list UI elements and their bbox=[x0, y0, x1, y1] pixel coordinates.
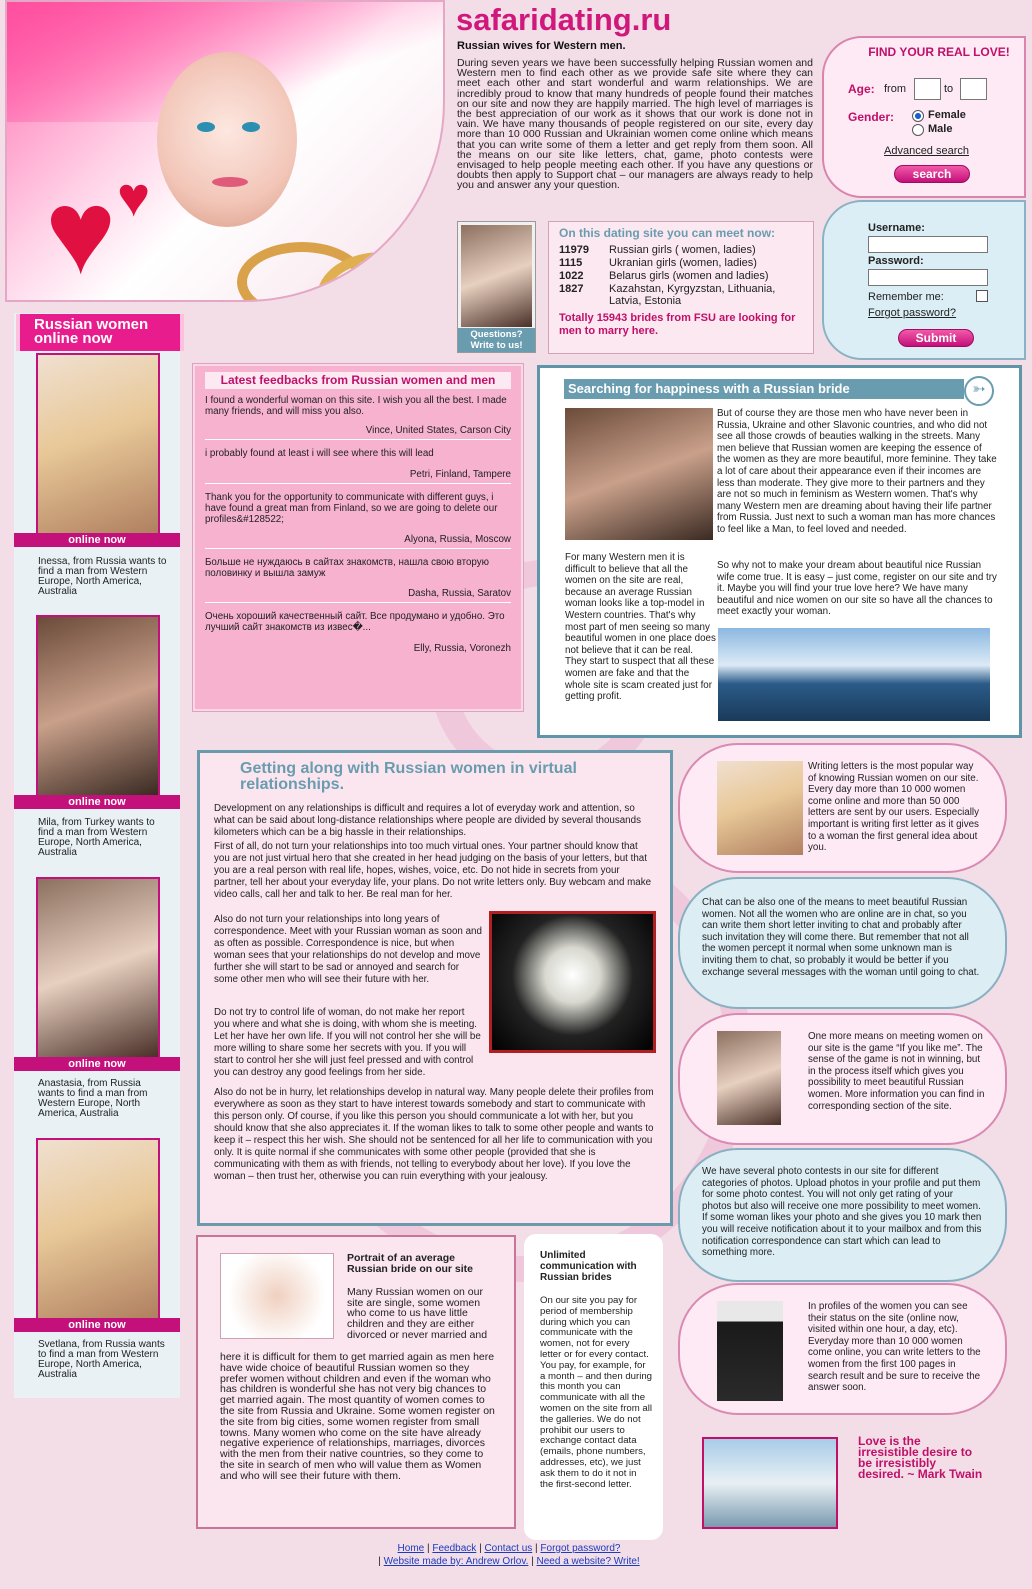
heart-icon: ♥ bbox=[45, 165, 117, 299]
submit-button[interactable]: Submit bbox=[898, 329, 974, 347]
male-radio[interactable] bbox=[912, 124, 924, 136]
feedback-text: I found a wonderful woman on this site. I wish you all the best. I made many friends, and will miss you also. bbox=[205, 395, 507, 417]
couple-photo bbox=[565, 408, 713, 540]
footer-made-by-link[interactable]: Website made by: Andrew Orlov. bbox=[383, 1556, 529, 1567]
woman-caption: Svetlana, from Russia wants to find a man from Western Europe, North America, Australia bbox=[38, 1339, 165, 1380]
getting-paragraph: Development on any relationships is difficult and requires a lot of everyday work and attention, so what can be said about long-distance relationships where people are divided by several thousands kilometers which can be a big hassle in their relationships. bbox=[214, 803, 641, 838]
getting-paragraph: Also do not be in hurry, let relationships develop in natural way. Many people delete their profiles from everywhere as soon as they start to have interest towards somebody and start to communicate with this person only. Of course, if you like this person you should communicate a lot with her, but you should know that she also appreciates it. If the woman likes to talk to some other people and wants to keep it – respect this her wish. She should not be sentenced for all her life to communication with you only. It is quite normal if she communicates with some other people (provided that she is communicating with them as with friends, not telling to everybody about her love). If you love the woman – then trust her, otherwise you can ruin everything with your jealousy. bbox=[214, 1087, 654, 1182]
age-from-input[interactable] bbox=[914, 78, 941, 100]
getting-paragraph: First of all, do not turn your relationships into too much virtual ones. Your partner should know that you are not just virtual hero that she created in her head judging on the basis of your letters, but that you are a real person with real life, hopes, wishes, voice, etc. Do not hide in secrets from your partner, tell her about your everyday life, your plans. Do not write letters only. Buy webcam and make video calls, call her and talk to her. Be real man for her. bbox=[214, 841, 652, 900]
eye bbox=[197, 122, 215, 132]
stats-count: 1022 bbox=[559, 270, 584, 282]
quote-text: Love is the irresistible desire to be irresistibly desired. ~ Mark Twain bbox=[858, 1434, 983, 1481]
searching-happiness-panel bbox=[537, 365, 1022, 738]
portrait-text-bottom: here it is difficult for them to get married again as men here have wide choice of beautiful Russian women so they prefer women without children and even if the woman who has children is wonderful she has not very big chances to get married again. The most quantity of women comes to the site from Russia and Ukraine. Some women register on the site from big cities, some women register from small towns. Many women who come on the site have already negative experience of relationships, marriages, divorces with the men from their native countries, so they come to the site in search of men who will value them as Women and who will see their future with them. bbox=[220, 1351, 495, 1482]
stats-total: Totally 15943 brides from FSU are looking for men to marry here. bbox=[559, 312, 796, 337]
woman-caption: Inessa, from Russia wants to find a man from Western Europe, North America, Australia bbox=[38, 556, 167, 597]
letters-card bbox=[678, 743, 1007, 873]
feedback-signature: Vince, United States, Carson City bbox=[365, 425, 511, 436]
chat-text: Chat can be also one of the means to meet beautiful Russian women. Not all the women who are online are in chat, so you can write them short letter inviting to chat and probably after such invitation they will come there. But remember that not all the women percept it normal when some unknown man is inviting them to chat, so probably it would be better if you exchange several messages with the woman until going to chat. bbox=[702, 897, 980, 978]
female-label: Female bbox=[928, 109, 966, 121]
footer-need-website-link[interactable]: Need a website? Write! bbox=[536, 1556, 640, 1567]
feedback-text: i probably found at least i will see where this will lead bbox=[205, 448, 434, 459]
age-label: Age: bbox=[848, 82, 875, 96]
stats-row bbox=[559, 257, 813, 270]
search-title: FIND YOUR REAL LOVE! bbox=[868, 45, 1010, 59]
woman-face bbox=[157, 52, 297, 227]
white-rose-photo bbox=[489, 911, 656, 1053]
age-to-label: to bbox=[944, 83, 954, 95]
bride-veil-photo bbox=[717, 1031, 781, 1125]
section-header-bar bbox=[564, 379, 964, 399]
hero-banner-image bbox=[5, 0, 445, 302]
searching-title: Searching for happiness with a Russian bride bbox=[568, 381, 850, 396]
getting-paragraph: Do not try to control life of woman, do not make her report you where and what she is doing, with whom she is meeting. Let her have her own life. If you will not control her she will be more willing to share some her secrets with you. If you will start to control her she will just feel pressed and with control you can destroy any good feelings from her side. bbox=[214, 1007, 481, 1078]
searching-text-right2: So why not to make your dream about beautiful nice Russian wife come true. It is easy – just come, register on our site and try it. Maybe you will find your true love here? We have many beautiful and nice women on our site so have all the chances to meet exactly your woman. bbox=[717, 560, 997, 618]
woman-photo[interactable] bbox=[36, 877, 160, 1059]
searching-text-right: But of course they are those men who have never been in Russia, Ukraine and other Slavonic countries, and who did not see all those crowds of beauties walking in the streets. Many men believe that Russian women are keeping the essence of the women as they are more beautiful, more feminine. They take a lot of care about their appearance even if their incomes are less than moderate. They give more to their partners and they are not so much in feminism as Western women. That's why many Western men are dreaming about having their life partner from Russia. Just next to such a woman man has more chances to feel like a Man, to feel loved and needed. bbox=[717, 408, 997, 535]
woman-photo[interactable] bbox=[36, 615, 160, 797]
stats-count: 11979 bbox=[559, 244, 589, 256]
woman-caption: Anastasia, from Russia wants to find a man from Western Europe, North America, Australia bbox=[38, 1078, 148, 1119]
feedback-signature: Elly, Russia, Voronezh bbox=[413, 643, 511, 654]
stats-label: Ukranian girls (women, ladies) bbox=[609, 257, 757, 269]
swirl-logo-icon: ➳ bbox=[964, 376, 994, 406]
footer-link-feedback[interactable]: Feedback bbox=[432, 1543, 477, 1554]
stats-row bbox=[559, 270, 813, 283]
getting-title: Getting along with Russian women in virtual relationships. bbox=[240, 760, 577, 793]
feedback-text: Очень хороший качественный сайт. Все продумано и удобно. Это лучший сайт знакомств из извес�... bbox=[205, 611, 505, 633]
feedbacks-panel bbox=[193, 364, 523, 711]
password-label: Password: bbox=[868, 255, 924, 267]
hands-ring-photo bbox=[220, 1253, 334, 1339]
beach-wedding-photo bbox=[718, 628, 990, 721]
intro-text: During seven years we have been successfully helping Russian women and Western men to find each other as we provide safe site where they can meet each other and start wonderful and warm relationships. We are incredibly proud to know that many hundreds of people found their matches on our site and now they are happily married. The high level of marriages is the best appreciation of our work as it shows that our work is done not in vain. We have many thousands of people registered on our site, every day more than 10 000 Russian and Ukrainian women come online which means that you can write some of them a letter and get reply from them soon. All the means on our site like letters, chat, game, photo contests were envisaged to help people meeting each other. If you have any questions or doubts then apply to Support chat – our managers are always ready to help you and answer any your question. bbox=[457, 57, 813, 192]
questions-label: Questions? bbox=[470, 329, 523, 340]
getting-paragraph: Also do not turn your relationships into long years of correspondence. Meet with your Russian woman as soon and as often as possible. Correspondence is nice, but when woman sees that your relationships do not develop and move further she will start to be sad or annoyed and search for some other men who will see their future with her. bbox=[214, 914, 482, 985]
username-label: Username: bbox=[868, 222, 925, 234]
unlimited-title: Unlimited communication with Russian brides bbox=[540, 1250, 637, 1283]
chat-card bbox=[678, 877, 1007, 1009]
support-operator-photo bbox=[461, 225, 532, 327]
unlimited-text: On our site you pay for period of membership during which you can communicate with the women, not for every letter or for every contact. You pay, for example, for a month – and then during this month you can communicate with all the women on the site from all the galleries. We do not prohibit our users to exchange contact data (emails, phone numbers, addresses, etc), we just ask them to do it not in the first-second letter. bbox=[540, 1295, 653, 1490]
letters-text: Writing letters is the most popular way of knowing Russian women on our site. Every day more than 10 000 women come online and more than 50 000 letters are sent by our users. Especially important is writing first letter as it gives to a woman the first general idea about you. bbox=[808, 761, 979, 854]
stats-label: Belarus girls (women and ladies) bbox=[609, 270, 769, 282]
online-title-line2: online now bbox=[34, 330, 113, 347]
stats-row bbox=[559, 283, 813, 308]
feedback-signature: Petri, Finland, Tampere bbox=[409, 469, 511, 480]
woman-photo[interactable] bbox=[36, 353, 160, 535]
groom-photo bbox=[717, 1301, 783, 1401]
online-now-badge: online now bbox=[14, 533, 180, 547]
searching-text-left: For many Western men it is difficult to believe that all the women on the site are real, because an average Russian woman looks like a top-model in Western countries. That's why most part of men seeing so many beautiful women in one place does not believe that it can be real. They start to suspect that all these women are fake and that the whole site is scam created just for getting profit. bbox=[565, 552, 716, 703]
stats-panel bbox=[548, 221, 814, 354]
feedbacks-title: Latest feedbacks from Russian women and men bbox=[205, 372, 511, 389]
eye bbox=[242, 122, 260, 132]
online-title-line1: Russian women bbox=[34, 316, 149, 333]
footer-link-home[interactable]: Home bbox=[397, 1543, 425, 1554]
footer-link-forgot[interactable]: Forgot password? bbox=[540, 1543, 621, 1554]
online-title-bar bbox=[16, 314, 184, 351]
online-now-badge: online now bbox=[14, 1057, 180, 1071]
online-now-badge: online now bbox=[14, 795, 180, 809]
heart-icon: ♥ bbox=[117, 165, 151, 228]
portrait-text-top: Many Russian women on our site are single, some women who come to us have little children and they are either divorced or never married and bbox=[347, 1286, 488, 1341]
age-from-label: from bbox=[884, 83, 906, 95]
stats-count: 1827 bbox=[559, 283, 584, 295]
site-subtitle: Russian wives for Western men. bbox=[457, 40, 626, 52]
username-input[interactable] bbox=[868, 236, 988, 253]
male-label: Male bbox=[928, 123, 953, 135]
write-to-us-label: Write to us! bbox=[470, 340, 523, 351]
game-card bbox=[678, 1013, 1007, 1145]
stats-label: Kazahstan, Kyrgyzstan, Lithuania, Latvia, Estonia bbox=[609, 283, 776, 307]
search-panel bbox=[822, 36, 1026, 198]
password-input[interactable] bbox=[868, 269, 988, 286]
feedback-text: Thank you for the opportunity to communicate with different guys, i have found a great man from Finland, so we are going to delete our profiles&#128522; bbox=[205, 492, 498, 525]
couple-sea-photo bbox=[702, 1437, 838, 1529]
login-panel bbox=[822, 200, 1026, 360]
woman-photo[interactable] bbox=[36, 1138, 160, 1320]
footer-credits: | Website made by: Andrew Orlov. | Need a website? Write! bbox=[378, 1556, 640, 1567]
feedback-text: Больше не нуждаюсь в сайтах знакомств, нашла свою вторую половинку и вышла замуж bbox=[205, 557, 489, 579]
portrait-title: Portrait of an average Russian bride on our site bbox=[347, 1252, 474, 1275]
getting-along-panel bbox=[197, 750, 673, 1226]
remember-me-label: Remember me: bbox=[868, 291, 944, 303]
footer-links: Home | Feedback | Contact us | Forgot password? bbox=[397, 1543, 621, 1554]
remember-me-checkbox[interactable] bbox=[976, 290, 988, 302]
site-title[interactable]: safaridating.ru bbox=[456, 2, 672, 37]
contests-card bbox=[678, 1148, 1007, 1282]
woman-caption: Mila, from Turkey wants to find a man from Western Europe, North America, Australia bbox=[38, 817, 155, 858]
advanced-search-link[interactable]: Advanced search bbox=[884, 145, 969, 157]
stats-table bbox=[559, 244, 813, 308]
female-radio[interactable] bbox=[912, 110, 924, 122]
online-women-panel bbox=[14, 313, 180, 1398]
gender-label: Gender: bbox=[848, 110, 895, 124]
contests-text: We have several photo contests in our site for different categories of photos. Upload photos in your profile and put them for some photo contest. You will not only get rating of your photos but also will receive one more possibility to meet women. If some woman likes your photo and she gives you 10 mark then you will receive notification about it to your mailbox and from this notification correspondence can start which can lead to something more. bbox=[702, 1166, 982, 1259]
age-to-input[interactable] bbox=[960, 78, 987, 100]
profiles-text: In profiles of the women you can see their status on the site (online now, visited within one hour, a day, etc). Everyday more than 10 000 women come online, you can write letters to the women from the first 100 pages in search result and be sure to receive the answer soon. bbox=[808, 1301, 981, 1394]
stats-label: Russian girls ( women, ladies) bbox=[609, 244, 756, 256]
questions-box[interactable] bbox=[457, 221, 536, 353]
footer-link-contact[interactable]: Contact us bbox=[484, 1543, 533, 1554]
stats-row bbox=[559, 244, 813, 257]
portrait-panel bbox=[196, 1235, 516, 1529]
lips bbox=[212, 177, 248, 187]
profiles-card bbox=[678, 1283, 1007, 1415]
stats-title: On this dating site you can meet now: bbox=[559, 226, 776, 240]
forgot-password-link[interactable]: Forgot password? bbox=[868, 307, 957, 319]
online-now-badge: online now bbox=[14, 1318, 180, 1332]
stats-count: 1115 bbox=[559, 257, 583, 269]
feedback-signature: Dasha, Russia, Saratov bbox=[408, 588, 511, 599]
game-text: One more means on meeting women on our site is the game “If you like me”. The sense of the game is not in winning, but in the process itself which gives you possibility to meet beautiful Russian women. More information you can find in corresponding section of the site. bbox=[808, 1031, 985, 1112]
bride-photo bbox=[717, 761, 803, 855]
search-button[interactable]: search bbox=[894, 165, 970, 183]
feedback-signature: Alyona, Russia, Moscow bbox=[404, 534, 511, 545]
unlimited-panel bbox=[524, 1234, 663, 1540]
